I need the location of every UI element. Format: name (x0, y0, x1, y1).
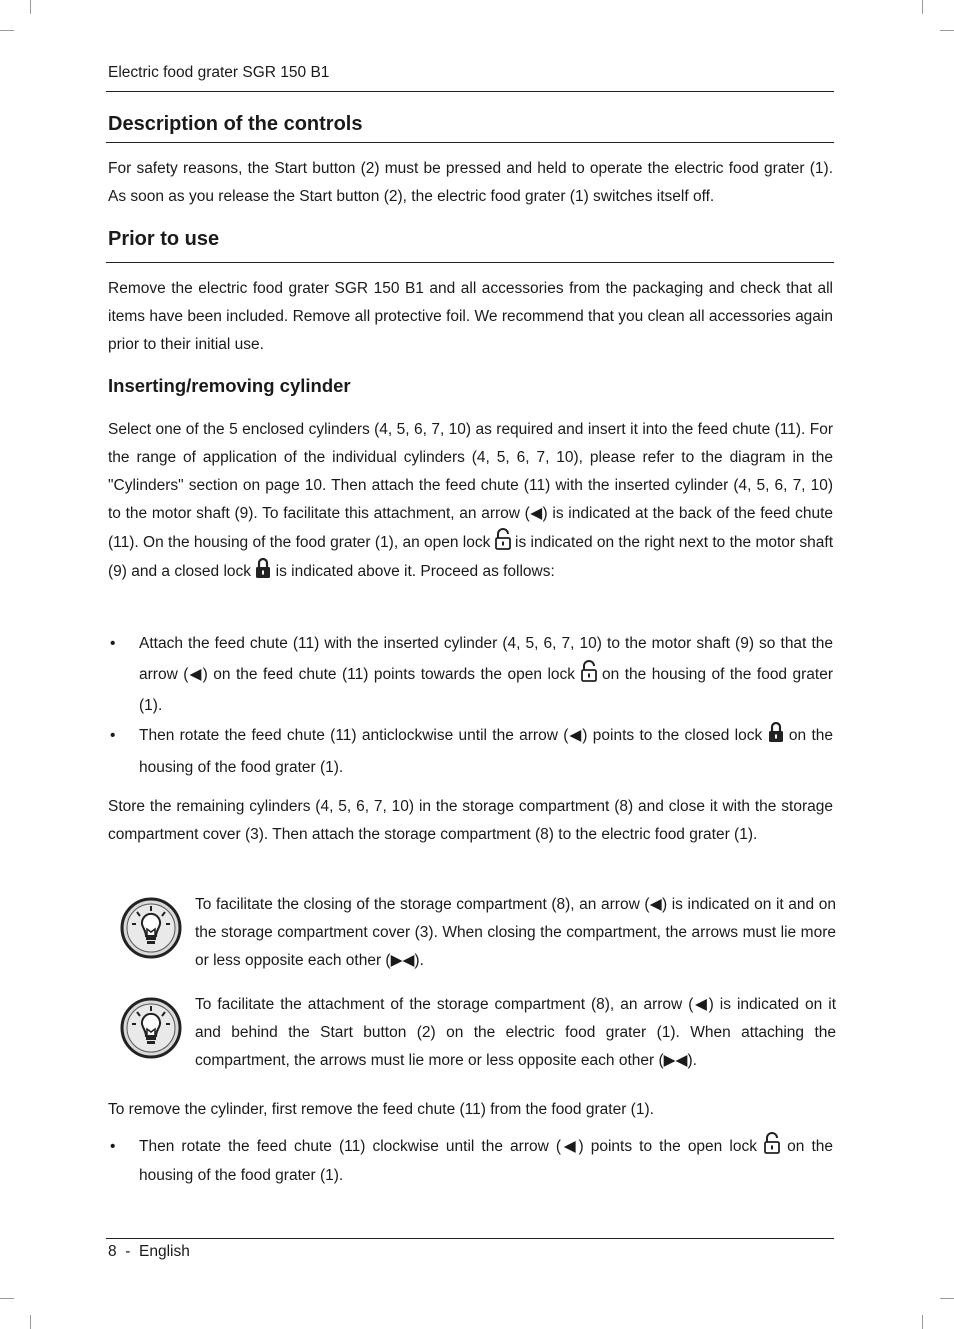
closed-lock-icon (768, 721, 784, 743)
lightbulb-icon (120, 897, 182, 959)
heading-rule (106, 262, 834, 263)
tip-text: To facilitate the attachment of the storage compartment (8), an arrow (◀) is indicated on it and behind the Start button (2) on the electric food grater (1). When attaching the compartment, the arrows must lie more or less opposite each other (▶◀). (195, 996, 836, 1069)
bullet-text: on the housing of the food grater (1). (139, 727, 834, 776)
closed-lock-icon (255, 557, 271, 579)
crop-mark (0, 1298, 14, 1299)
heading-inserting-cylinder: Inserting/removing cylinder (108, 375, 351, 396)
open-lock-icon (764, 1132, 780, 1154)
crop-mark (940, 30, 954, 31)
paragraph-store: Store the remaining cylinders (4, 5, 6, 7, 10) in the storage compartment (8) and close it with the storage compartment cover (3). Then attach the storage compartment (8) to the electric food grater (1). (108, 798, 833, 843)
heading-rule (106, 142, 834, 143)
crop-mark (922, 0, 923, 14)
list-item (108, 628, 833, 721)
bullet: • (110, 1138, 116, 1155)
crop-mark (30, 0, 31, 14)
open-lock-icon (581, 660, 597, 682)
list-item (108, 1132, 833, 1190)
heading-controls: Description of the controls (108, 113, 363, 135)
bullet: • (110, 727, 116, 744)
bullet-text: Then rotate the feed chute (11) anticlockwise until the arrow (◀) points to the closed lock (139, 727, 763, 744)
intro-text: is indicated on the right next to the motor shaft (9) and a closed lock (108, 534, 834, 580)
list-item (108, 720, 833, 784)
crop-mark (30, 1315, 31, 1329)
footer-rule (106, 1238, 834, 1239)
lightbulb-icon (120, 997, 182, 1059)
running-header: Electric food grater SGR 150 B1 (108, 64, 330, 81)
bullet: • (110, 635, 116, 652)
bullet-text: Attach the feed chute (11) with the inserted cylinder (4, 5, 6, 7, 10) to the motor shaft (9) so that the arrow (◀) on the feed chute (11) points towards the open lock (139, 635, 833, 683)
paragraph-remove: To remove the cylinder, first remove the feed chute (11) from the food grater (1). (108, 1101, 654, 1118)
intro-text: Select one of the 5 enclosed cylinders (4, 5, 6, 7, 10) as required and insert it into the feed chute (11). For the range of application of the individual cylinders (4, 5, 6, 7, 10), please refer to the diagram in the "Cylinders" section on page 10. Then attach the feed chute (11) with the inserted cylinder (4, 5, 6, 7, 10) to the motor shaft (9). To facilitate this attachment, an arrow (◀) is indicated at the back of the feed chute (11). On the housing of the food grater (1), an open lock (108, 421, 833, 551)
tip-text: To facilitate the closing of the storage compartment (8), an arrow (◀) is indicated on it and on the storage compartment cover (3). When closing the compartment, the arrows must lie more or less opposite each other (▶◀). (195, 896, 836, 969)
bullet-text: Then rotate the feed chute (11) clockwise until the arrow (◀) points to the open lock (139, 1138, 757, 1155)
page-footer: 8 - English (108, 1243, 190, 1260)
bullet-text: on the housing of the food grater (1). (139, 666, 834, 714)
paragraph-controls: For safety reasons, the Start button (2) must be pressed and held to operate the electric food grater (1). As soon as you release the Start button (2), the electric food grater (1) switches itself off. (108, 160, 833, 205)
paragraph-prior-to-use: Remove the electric food grater SGR 150 B1 and all accessories from the packaging and check that all items have been included. Remove all protective foil. We recommend that you clean all accessories again prior to their initial use. (108, 280, 833, 353)
crop-mark (922, 1315, 923, 1329)
crop-mark (0, 30, 14, 31)
header-rule (106, 91, 834, 92)
bullet-text: on the housing of the food grater (1). (139, 1138, 834, 1184)
heading-prior-to-use: Prior to use (108, 228, 220, 250)
intro-text: is indicated above it. Proceed as follows: (275, 563, 555, 580)
paragraph-cylinder-intro (108, 416, 833, 586)
open-lock-icon (495, 528, 511, 550)
crop-mark (940, 1298, 954, 1299)
